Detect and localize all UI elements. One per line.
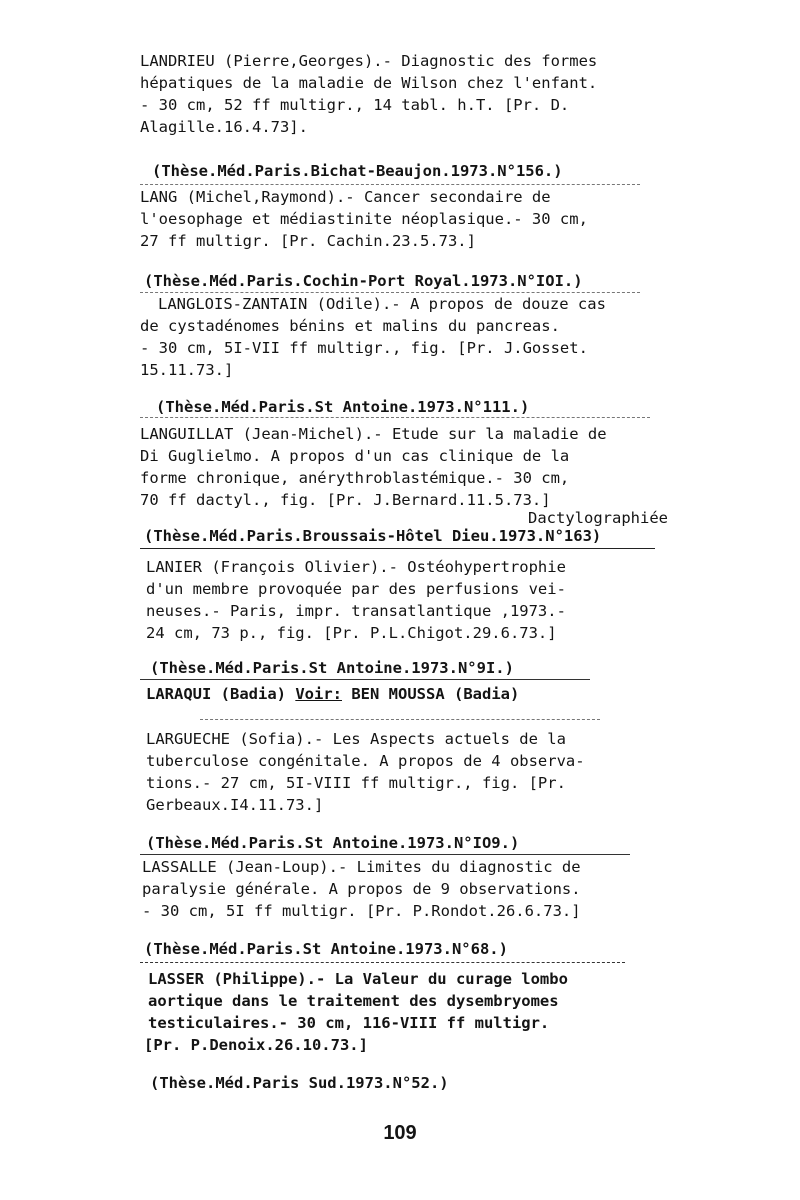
entry-line: - 30 cm, 5I ff multigr. [Pr. P.Rondot.26.6.73.] (142, 902, 581, 920)
entry-line: hépatiques de la maladie de Wilson chez l'enfant. (140, 74, 598, 92)
entry-line: aortique dans le traitement des dysembryomes (148, 992, 559, 1010)
entry-line: Gerbeaux.I4.11.73.] (146, 796, 324, 814)
entry-line: LANGLOIS-ZANTAIN (Odile).- A propos de douze cas (158, 295, 606, 313)
separator-rule (140, 548, 655, 549)
thesis-citation: (Thèse.Méd.Paris.St Antoine.1973.N°111.) (156, 398, 530, 416)
xref-target: BEN MOUSSA (Badia) (351, 685, 520, 703)
xref-voir: Voir: (295, 685, 342, 703)
thesis-citation: (Thèse.Méd.Paris Sud.1973.N°52.) (150, 1074, 449, 1092)
annotation-text: Dactylographiée (528, 509, 668, 527)
entry-line: 24 cm, 73 p., fig. [Pr. P.L.Chigot.29.6.73.] (146, 624, 557, 642)
entry-line: paralysie générale. A propos de 9 observations. (142, 880, 581, 898)
separator-rule (140, 962, 625, 963)
entry-line: LASSALLE (Jean-Loup).- Limites du diagnostic de (142, 858, 581, 876)
entry-line: tuberculose congénitale. A propos de 4 observa- (146, 752, 585, 770)
thesis-citation: (Thèse.Méd.Paris.St Antoine.1973.N°68.) (144, 940, 508, 958)
entry-line: forme chronique, anérythroblastémique.- 30 cm, (140, 469, 570, 487)
entry-line: l'oesophage et médiastinite néoplasique.- 30 cm, (140, 210, 588, 228)
entry-line: 27 ff multigr. [Pr. Cachin.23.5.73.] (140, 232, 476, 250)
entry-line: de cystadénomes bénins et malins du pancreas. (140, 317, 560, 335)
entry-line: d'un membre provoquée par des perfusions vei- (146, 580, 566, 598)
entry-line: [Pr. P.Denoix.26.10.73.] (144, 1036, 368, 1054)
entry-line: LANIER (François Olivier).- Ostéohypertrophie (146, 558, 566, 576)
page-number: 109 (383, 1122, 417, 1144)
entry-line: tions.- 27 cm, 5I-VIII ff multigr., fig. [Pr. (146, 774, 566, 792)
entry-line: LANDRIEU (Pierre,Georges).- Diagnostic des formes (140, 52, 598, 70)
thesis-citation: (Thèse.Méd.Paris.St Antoine.1973.N°IO9.) (146, 834, 520, 852)
thesis-citation: (Thèse.Méd.Paris.St Antoine.1973.N°9I.) (150, 659, 514, 677)
entry-line: Alagille.16.4.73]. (140, 118, 308, 136)
entry-line: - 30 cm, 5I-VII ff multigr., fig. [Pr. J.Gosset. (140, 339, 588, 357)
entry-line: - 30 cm, 52 ff multigr., 14 tabl. h.T. [Pr. D. (140, 96, 570, 114)
xref-name: LARAQUI (Badia) (146, 685, 286, 703)
separator-rule (140, 417, 650, 418)
entry-line: Di Guglielmo. A propos d'un cas clinique de la (140, 447, 570, 465)
thesis-citation: (Thèse.Méd.Paris.Cochin-Port Royal.1973.N°IOI.) (144, 272, 583, 290)
separator-rule (140, 679, 590, 680)
entry-line: neuses.- Paris, impr. transatlantique ,1973.- (146, 602, 566, 620)
entry-line: LANG (Michel,Raymond).- Cancer secondaire de (140, 188, 551, 206)
separator-rule (200, 719, 600, 720)
entry-line: testiculaires.- 30 cm, 116-VIII ff multigr. (148, 1014, 550, 1032)
separator-rule (140, 854, 630, 855)
thesis-citation: (Thèse.Méd.Paris.Broussais-Hôtel Dieu.1973.N°163) (144, 527, 602, 545)
thesis-citation: (Thèse.Méd.Paris.Bichat-Beaujon.1973.N°156.) (152, 162, 563, 180)
entry-line: 15.11.73.] (140, 361, 234, 379)
separator-rule (140, 184, 640, 185)
entry-line: 70 ff dactyl., fig. [Pr. J.Bernard.11.5.73.] (140, 491, 551, 509)
cross-reference (146, 685, 519, 703)
separator-rule (140, 292, 640, 293)
entry-line: LANGUILLAT (Jean-Michel).- Etude sur la maladie de (140, 425, 607, 443)
entry-line: LASSER (Philippe).- La Valeur du curage lombo (148, 970, 568, 988)
entry-line: LARGUECHE (Sofia).- Les Aspects actuels de la (146, 730, 566, 748)
